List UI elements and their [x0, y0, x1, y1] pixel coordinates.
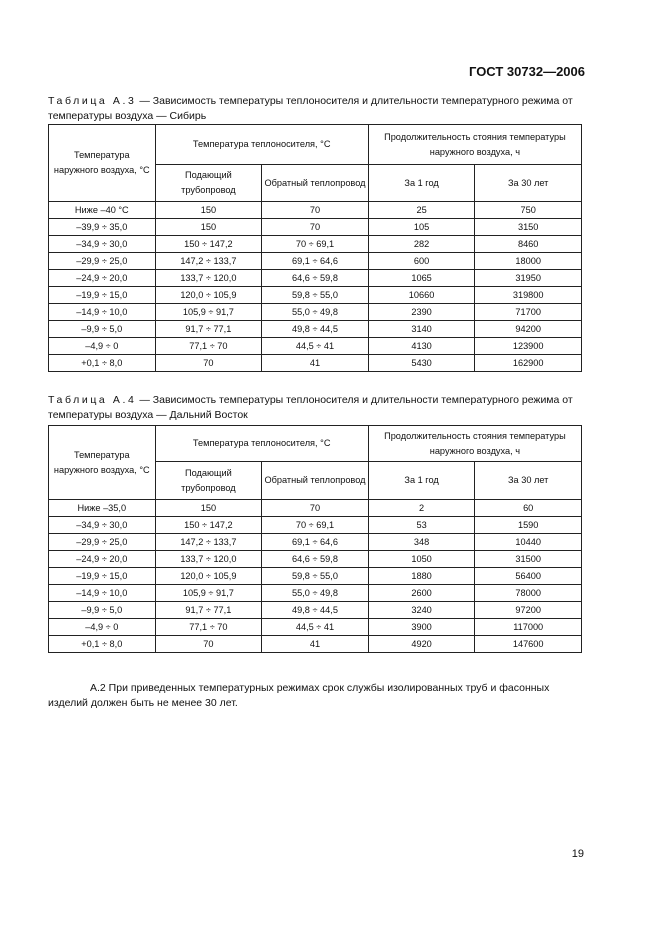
table-row: [49, 585, 582, 602]
cell-per-year: 1050: [368, 551, 475, 568]
cell-air-temp: –34,9 ÷ 30,0: [49, 236, 156, 253]
table-row: [49, 236, 582, 253]
cell-supply: 77,1 ÷ 70: [155, 338, 262, 355]
cell-per-year: 10660: [368, 287, 475, 304]
cell-return: 49,8 ÷ 44,5: [262, 321, 369, 338]
cell-per-30-years: 97200: [475, 602, 582, 619]
cell-supply: 91,7 ÷ 77,1: [155, 321, 262, 338]
cell-return: 55,0 ÷ 49,8: [262, 585, 369, 602]
cell-return: 44,5 ÷ 41: [262, 619, 369, 636]
cell-supply: 147,2 ÷ 133,7: [155, 534, 262, 551]
cell-supply: 105,9 ÷ 91,7: [155, 304, 262, 321]
cell-return: 70: [262, 500, 369, 517]
table-a3-body: [49, 202, 582, 372]
table-a3: [48, 124, 582, 372]
table-a4: [48, 425, 582, 653]
cell-per-year: 2600: [368, 585, 475, 602]
cell-air-temp: –19,9 ÷ 15,0: [49, 287, 156, 304]
table-row: [49, 219, 582, 236]
header-duration: Продолжительность стояния температуры наружного воздуха, ч: [368, 426, 581, 462]
table-row: [49, 253, 582, 270]
cell-per-30-years: 56400: [475, 568, 582, 585]
table-a4-caption-text: — Зависимость температуры теплоносителя и длительности температурного режима от температуры воздуха — Дальний Восток: [48, 394, 573, 421]
cell-return: 59,8 ÷ 55,0: [262, 287, 369, 304]
table-row: [49, 304, 582, 321]
cell-return: 59,8 ÷ 55,0: [262, 568, 369, 585]
cell-supply: 133,7 ÷ 120,0: [155, 270, 262, 287]
header-supply: Подающий трубопровод: [155, 462, 262, 500]
header-per-year: За 1 год: [368, 462, 475, 500]
cell-per-year: 3140: [368, 321, 475, 338]
table-a4-body: [49, 500, 582, 653]
cell-per-year: 2390: [368, 304, 475, 321]
cell-return: 70: [262, 219, 369, 236]
cell-supply: 150: [155, 219, 262, 236]
cell-per-year: 348: [368, 534, 475, 551]
table-row: [49, 636, 582, 653]
table-row: [49, 517, 582, 534]
cell-per-year: 53: [368, 517, 475, 534]
cell-per-30-years: 750: [475, 202, 582, 219]
cell-air-temp: –9,9 ÷ 5,0: [49, 321, 156, 338]
cell-per-30-years: 1590: [475, 517, 582, 534]
cell-per-30-years: 60: [475, 500, 582, 517]
cell-per-year: 4130: [368, 338, 475, 355]
header-per-year: За 1 год: [368, 165, 475, 202]
cell-air-temp: +0,1 ÷ 8,0: [49, 355, 156, 372]
cell-supply: 147,2 ÷ 133,7: [155, 253, 262, 270]
cell-supply: 91,7 ÷ 77,1: [155, 602, 262, 619]
cell-return: 41: [262, 636, 369, 653]
table-a4-caption-prefix: Таблица А.4: [48, 394, 137, 406]
cell-per-30-years: 10440: [475, 534, 582, 551]
cell-supply: 70: [155, 355, 262, 372]
table-a3-caption-text: — Зависимость температуры теплоносителя и длительности температурного режима от температуры воздуха — Сибирь: [48, 95, 573, 122]
cell-air-temp: –9,9 ÷ 5,0: [49, 602, 156, 619]
cell-per-year: 1065: [368, 270, 475, 287]
cell-supply: 150 ÷ 147,2: [155, 517, 262, 534]
cell-return: 64,6 ÷ 59,8: [262, 270, 369, 287]
header-return: Обратный теплопровод: [262, 165, 369, 202]
table-row: [49, 355, 582, 372]
cell-supply: 120,0 ÷ 105,9: [155, 568, 262, 585]
cell-supply: 105,9 ÷ 91,7: [155, 585, 262, 602]
header-air-temp: Температура наружного воздуха, °С: [49, 426, 156, 500]
header-carrier-temp: Температура теплоносителя, °С: [155, 426, 368, 462]
cell-per-year: 105: [368, 219, 475, 236]
header-per-30-years: За 30 лет: [475, 462, 582, 500]
cell-air-temp: Ниже –40 °С: [49, 202, 156, 219]
cell-per-year: 4920: [368, 636, 475, 653]
cell-return: 49,8 ÷ 44,5: [262, 602, 369, 619]
cell-per-30-years: 162900: [475, 355, 582, 372]
table-a3-caption-prefix: Таблица А.3: [48, 95, 137, 107]
header-air-temp: Температура наружного воздуха, °С: [49, 125, 156, 202]
document-id: ГОСТ 30732—2006: [469, 64, 585, 79]
cell-return: 55,0 ÷ 49,8: [262, 304, 369, 321]
cell-supply: 150: [155, 500, 262, 517]
cell-per-30-years: 117000: [475, 619, 582, 636]
table-row: [49, 202, 582, 219]
cell-air-temp: –14,9 ÷ 10,0: [49, 585, 156, 602]
cell-per-30-years: 31950: [475, 270, 582, 287]
cell-per-30-years: 94200: [475, 321, 582, 338]
header-per-30-years: За 30 лет: [475, 165, 582, 202]
table-a3-header: [49, 125, 582, 202]
table-row: [49, 338, 582, 355]
cell-return: 70: [262, 202, 369, 219]
cell-supply: 70: [155, 636, 262, 653]
cell-per-year: 5430: [368, 355, 475, 372]
table-a4-header: [49, 426, 582, 500]
cell-return: 69,1 ÷ 64,6: [262, 253, 369, 270]
header-duration: Продолжительность стояния температуры наружного воздуха, ч: [368, 125, 581, 165]
table-a3-caption: [48, 94, 582, 124]
table-row: [49, 270, 582, 287]
cell-per-30-years: 18000: [475, 253, 582, 270]
note-a2: А.2 При приведенных температурных режимах срок службы изолированных труб и фасонных изделий должен быть не менее 30 лет.: [48, 682, 550, 709]
cell-per-30-years: 71700: [475, 304, 582, 321]
cell-per-year: 25: [368, 202, 475, 219]
cell-air-temp: –19,9 ÷ 15,0: [49, 568, 156, 585]
cell-supply: 150: [155, 202, 262, 219]
header-return: Обратный теплопровод: [262, 462, 369, 500]
cell-per-year: 1880: [368, 568, 475, 585]
table-row: [49, 321, 582, 338]
cell-air-temp: –4,9 ÷ 0: [49, 619, 156, 636]
cell-per-year: 282: [368, 236, 475, 253]
cell-return: 41: [262, 355, 369, 372]
cell-per-30-years: 78000: [475, 585, 582, 602]
cell-per-year: 2: [368, 500, 475, 517]
cell-return: 70 ÷ 69,1: [262, 236, 369, 253]
cell-supply: 120,0 ÷ 105,9: [155, 287, 262, 304]
table-a4-caption: [48, 393, 582, 423]
table-row: [49, 287, 582, 304]
table-row: [49, 619, 582, 636]
cell-per-30-years: 31500: [475, 551, 582, 568]
cell-air-temp: –14,9 ÷ 10,0: [49, 304, 156, 321]
cell-air-temp: –29,9 ÷ 25,0: [49, 253, 156, 270]
cell-supply: 133,7 ÷ 120,0: [155, 551, 262, 568]
cell-supply: 77,1 ÷ 70: [155, 619, 262, 636]
cell-air-temp: +0,1 ÷ 8,0: [49, 636, 156, 653]
cell-per-30-years: 147600: [475, 636, 582, 653]
cell-air-temp: –29,9 ÷ 25,0: [49, 534, 156, 551]
table-row: [49, 568, 582, 585]
table-row: [49, 500, 582, 517]
cell-per-year: 3900: [368, 619, 475, 636]
cell-air-temp: Ниже –35,0: [49, 500, 156, 517]
cell-return: 44,5 ÷ 41: [262, 338, 369, 355]
header-supply: Подающий трубопровод: [155, 165, 262, 202]
table-row: [49, 602, 582, 619]
table-row: [49, 534, 582, 551]
cell-per-year: 600: [368, 253, 475, 270]
cell-return: 70 ÷ 69,1: [262, 517, 369, 534]
cell-per-30-years: 319800: [475, 287, 582, 304]
cell-supply: 150 ÷ 147,2: [155, 236, 262, 253]
cell-return: 64,6 ÷ 59,8: [262, 551, 369, 568]
cell-air-temp: –4,9 ÷ 0: [49, 338, 156, 355]
cell-air-temp: –24,9 ÷ 20,0: [49, 551, 156, 568]
cell-air-temp: –34,9 ÷ 30,0: [49, 517, 156, 534]
header-carrier-temp: Температура теплоносителя, °С: [155, 125, 368, 165]
cell-air-temp: –24,9 ÷ 20,0: [49, 270, 156, 287]
page-number: 19: [571, 848, 584, 860]
cell-air-temp: –39,9 ÷ 35,0: [49, 219, 156, 236]
cell-return: 69,1 ÷ 64,6: [262, 534, 369, 551]
cell-per-30-years: 8460: [475, 236, 582, 253]
cell-per-30-years: 3150: [475, 219, 582, 236]
cell-per-30-years: 123900: [475, 338, 582, 355]
cell-per-year: 3240: [368, 602, 475, 619]
table-row: [49, 551, 582, 568]
